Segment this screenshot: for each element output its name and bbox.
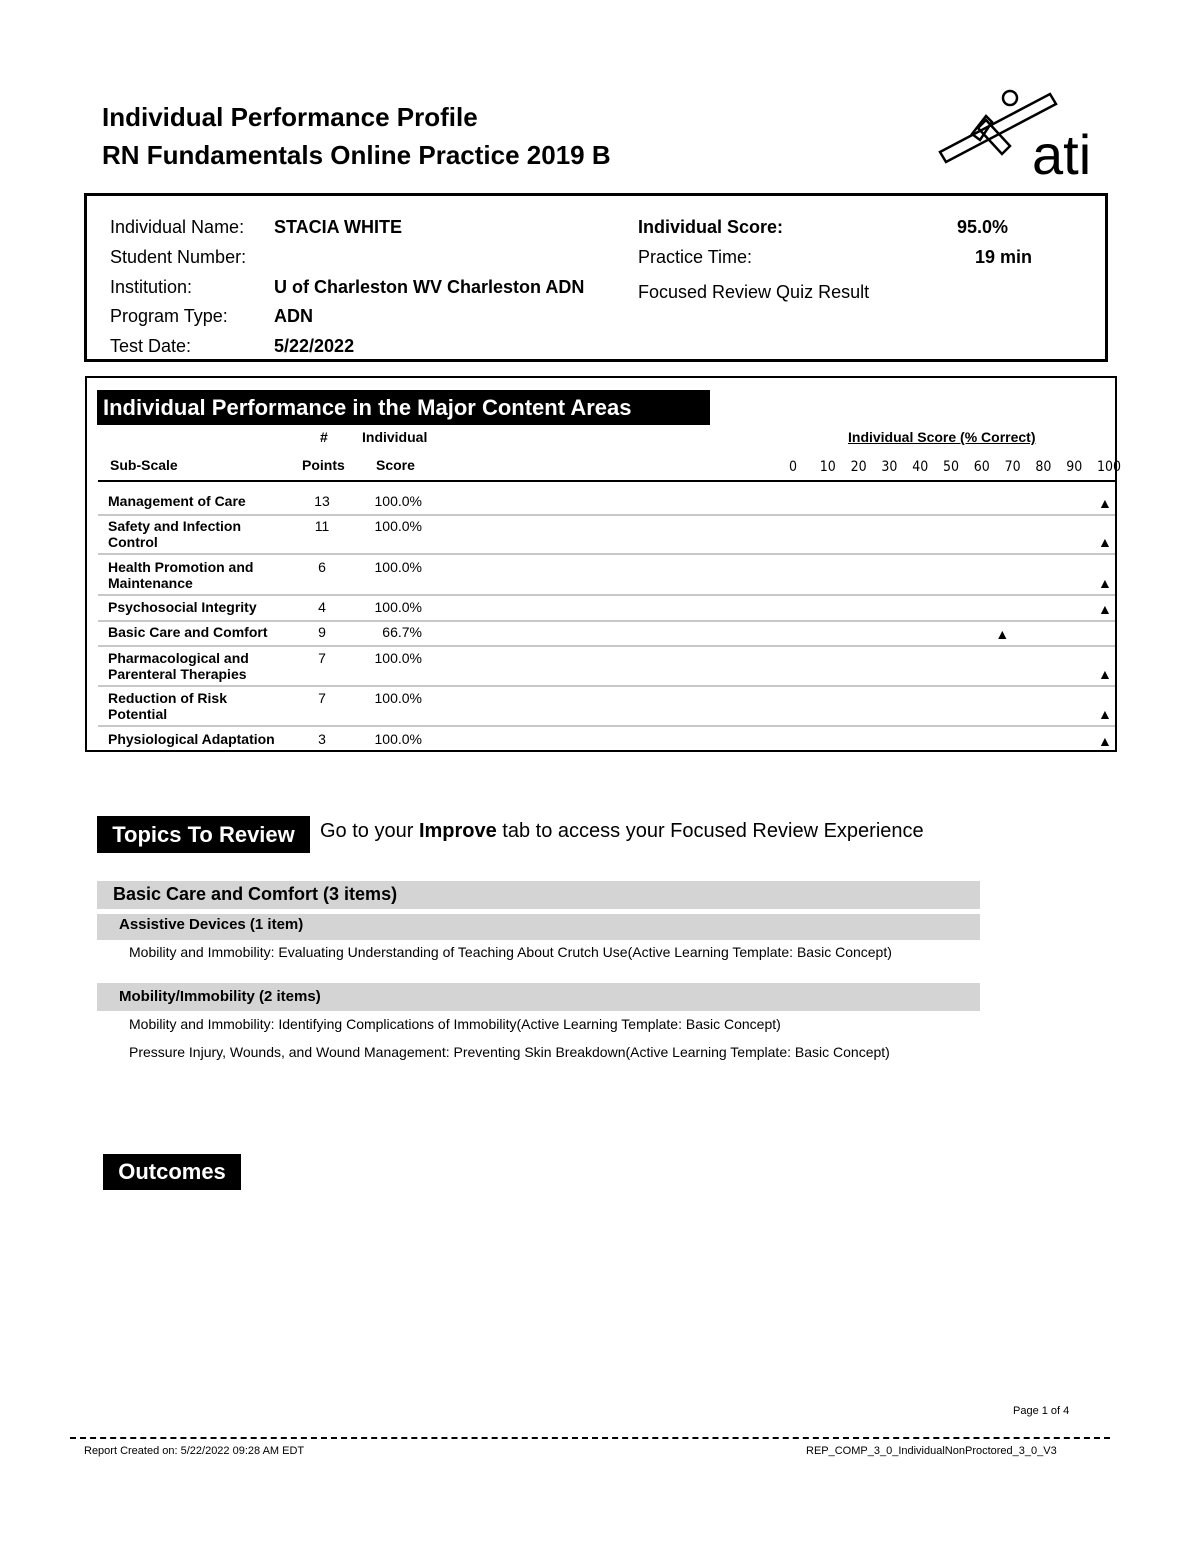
score-marker: ▲	[1098, 575, 1112, 591]
name-label: Individual Name:	[110, 217, 245, 237]
institution-label: Institution:	[110, 277, 193, 297]
subscale-points: 6	[318, 559, 326, 575]
score-marker: ▲	[1098, 601, 1112, 617]
topics-note	[320, 820, 924, 843]
subscale-name: Pharmacological and Parenteral Therapies	[108, 650, 249, 682]
topics-note-pre: Go to your	[320, 820, 419, 842]
subscale-name: Physiological Adaptation	[108, 731, 275, 747]
score-marker: ▲	[1098, 495, 1112, 511]
points-header: Points	[302, 457, 345, 473]
subscale-name: Basic Care and Comfort	[108, 624, 268, 640]
program-type-value: ADN	[274, 306, 313, 326]
performance-banner: Individual Performance in the Major Content Areas	[97, 390, 710, 425]
category-title: Basic Care and Comfort (3 items)	[113, 884, 398, 904]
header-rule	[98, 480, 1115, 482]
test-name: RN Fundamentals Online Practice 2019 B	[102, 140, 611, 170]
report-title: Individual Performance Profile	[102, 102, 478, 132]
individual-score-label: Individual Score:	[638, 217, 784, 237]
focused-review-quiz-label: Focused Review Quiz Result	[638, 282, 870, 302]
topics-banner: Topics To Review	[97, 816, 310, 853]
score-marker: ▲	[1098, 706, 1112, 722]
subscale-score: 100.0%	[374, 493, 422, 509]
test-date-value: 5/22/2022	[274, 336, 355, 356]
subscale-score: 100.0%	[374, 518, 422, 534]
x-tick-label: 50	[943, 459, 960, 475]
score-marker: ▲	[995, 626, 1010, 642]
improve-tab-label: Improve	[418, 820, 497, 842]
row-divider	[98, 514, 1115, 516]
row-divider	[98, 553, 1115, 555]
report-created: Report Created on: 5/22/2022 09:28 AM EDT	[84, 1445, 305, 1457]
chart-title: Individual Score (% Correct)	[848, 429, 1036, 445]
report-code: REP_COMP_3_0_IndividualNonProctored_3_0_V3	[806, 1445, 1057, 1457]
subscale-score: 66.7%	[382, 624, 422, 640]
individual-score-value: 95.0%	[957, 217, 1009, 237]
subscale-score: 100.0%	[374, 731, 422, 747]
subscale-name: Health Promotion and Maintenance	[108, 559, 254, 591]
subscale-score: 100.0%	[374, 650, 422, 666]
test-date-label: Test Date:	[110, 336, 192, 356]
score-marker: ▲	[1098, 534, 1112, 550]
x-tick-label: 80	[1035, 459, 1052, 475]
subscale-name: Reduction of Risk Potential	[108, 690, 228, 722]
name-value: STACIA WHITE	[274, 217, 402, 237]
subscale-points: 4	[318, 599, 326, 615]
x-tick-label: 100	[1097, 459, 1122, 475]
page-number: Page 1 of 4	[1013, 1405, 1070, 1417]
points-header-top: #	[320, 429, 328, 445]
subscale-points: 7	[318, 650, 326, 666]
student-number-label: Student Number:	[110, 247, 247, 267]
x-tick-label: 60	[973, 459, 990, 475]
outcomes-banner: Outcomes	[103, 1154, 241, 1190]
subscale-score: 100.0%	[374, 559, 422, 575]
subscale-points: 7	[318, 690, 326, 706]
practice-time-value: 19 min	[975, 247, 1033, 267]
subscale-score: 100.0%	[374, 599, 422, 615]
score-header: Score	[376, 457, 415, 473]
institution-value: U of Charleston WV Charleston ADN	[274, 277, 585, 297]
subscale-name: Management of Care	[108, 493, 246, 509]
x-tick-label: 70	[1004, 459, 1021, 475]
x-tick-label: 10	[819, 459, 836, 475]
score-marker: ▲	[1098, 666, 1112, 682]
x-tick-label: 40	[912, 459, 929, 475]
subscale-points: 9	[318, 624, 326, 640]
x-tick-label: 20	[850, 459, 867, 475]
subscale-points: 3	[318, 731, 326, 747]
footer-divider	[70, 1437, 1110, 1439]
row-divider	[98, 685, 1115, 687]
ati-logo	[932, 82, 1112, 186]
x-tick-label: 30	[881, 459, 898, 475]
topics-note-post: tab to access your Focused Review Experience	[496, 820, 924, 842]
ati-logo-text: ati	[1032, 123, 1092, 186]
score-header-top: Individual	[362, 429, 428, 445]
subscale-score: 100.0%	[374, 690, 422, 706]
row-divider	[98, 645, 1115, 647]
subcategory-label: Assistive Devices (1 item)	[119, 916, 304, 933]
row-divider	[98, 594, 1115, 596]
subscale-name: Safety and Infection Control	[108, 518, 242, 550]
subscale-points: 13	[314, 493, 330, 509]
topic-item: Pressure Injury, Wounds, and Wound Management: Preventing Skin Breakdown(Active Learning Template: Basic Concept)	[129, 1044, 890, 1060]
subscale-name: Psychosocial Integrity	[108, 599, 257, 615]
topic-item: Mobility and Immobility: Identifying Complications of Immobility(Active Learning Template: Basic Concept)	[129, 1016, 781, 1032]
practice-time-label: Practice Time:	[638, 247, 753, 267]
subscale-header: Sub-Scale	[110, 457, 178, 473]
row-divider	[98, 620, 1115, 622]
x-tick-label: 0	[789, 459, 798, 475]
row-divider	[98, 725, 1115, 727]
score-marker: ▲	[1098, 733, 1112, 749]
x-tick-label: 90	[1066, 459, 1083, 475]
subcategory-label: Mobility/Immobility (2 items)	[119, 988, 321, 1005]
subscale-points: 11	[314, 518, 330, 534]
program-type-label: Program Type:	[110, 306, 228, 326]
topic-item: Mobility and Immobility: Evaluating Understanding of Teaching About Crutch Use(Active Learning Template: Basic Concept)	[129, 944, 892, 960]
